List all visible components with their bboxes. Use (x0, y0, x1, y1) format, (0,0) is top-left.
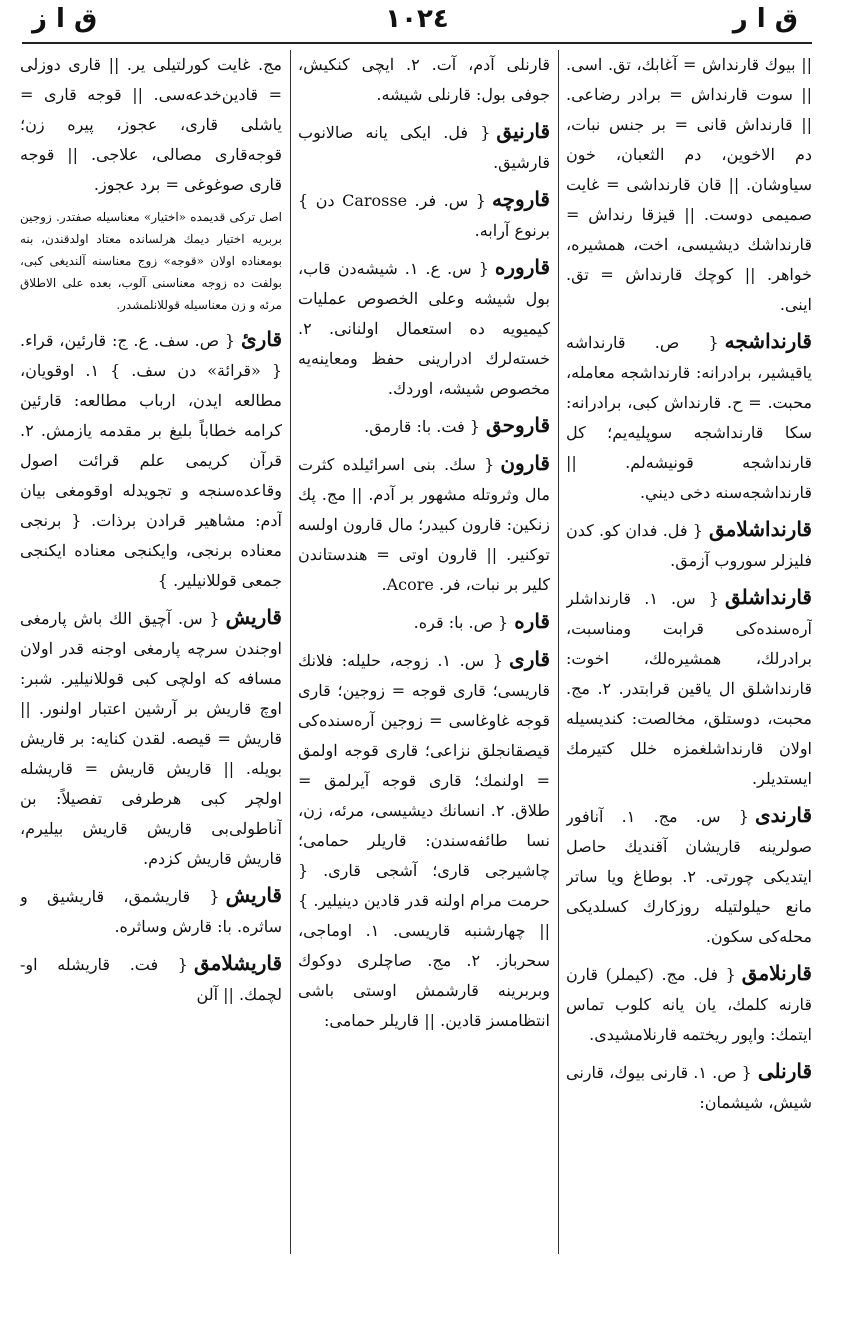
column-right (566, 50, 812, 1250)
dictionary-entry (298, 116, 550, 178)
headword: قارنيق (496, 119, 550, 143)
column-rule (558, 50, 559, 1254)
definition-text: { فت. با: قارمق. (364, 417, 480, 436)
dictionary-entry (566, 514, 812, 576)
dictionary-entry (298, 448, 550, 600)
headword: قاريش (225, 883, 282, 907)
definition-text: { س. مج. ١. آنافور صولرينه قاريشان آقنديك حاصل ايتديكى چورتى. ٢. بوطاغ ويا ساتر مانع حيلولتيله روزكارك كسلديكى محله‌كى سكون. (566, 807, 812, 946)
definition-text: { قاريشمق، قاريشيق و ساثره. با: قارش وساثره. (20, 887, 282, 936)
definition-text: { س. آچيق الك باش پارمغى اوجندن سرچه پارمغى اوجنه قدر اولان مسافه كه اولچى كبى قوللانيلير. شبر: اوچ قاريش بر آرشين اعتبار اولنور. || قاريش = قيصه. لقدن كنايه: بر قاريش بويله. || قاريش قاريش = قاريشله اولچر كبى هرطرفى تفصيلاً: بن آناطولى‌بى قاريش قاريش بيليرم، قاريش قاريش كزدم. (20, 609, 282, 868)
dictionary-entry (566, 326, 812, 508)
etymology-note (20, 206, 282, 316)
definition-text: { س. ١. زوجه، حليله: فلانك قاريسى؛ قارى قوجه = زوجين؛ قارى قوجه غاوغاسى = زوجين آره‌سنده‌كى قيصقانجلق نزاعى؛ قارى قوجه اولمق = اولنمك؛ قارى قوجه آيرلمق = طلاق. ٢. انسانك ديشيسى، مرئه، زن، نسا طائفه‌سندن: قاريلر حمامى؛ چاشيرجى قارى؛ آشجى قارى. { حرمت مرام اولنه قدر قادين دينيلير. } || چهارشنبه قاريسى. ١. اوماجى، سحرباز. ٢. مج. صاچلرى دوكوك وبربرينه قارشمش اوستى باشى انتظامسز قادين. || قاريلر حمامى: (298, 651, 550, 1030)
definition-text: { ص. سف. ع. ج: قارئين، قراء. { «قرائة» دن سف. } ١. اوقويان، مطالعه ايدن، ارباب مطالعه: قارئين كرامه خطاباً بليغ بر مقدمه يازمش. ٢. قرآن كريمى علم قرائت اصول وقاعده‌سنجه و تجويدله اوقومغى بيان آدم: مشاهير قرادن برذات. { برنجى معناده برنجى، وايكنجى معناده ايكنجى جمعى قوللانيلير. } (20, 331, 282, 590)
dictionary-entry (566, 50, 812, 320)
definition-text: { س. ع. ١. شيشه‌دن قاب، بول شيشه وعلى الخصوص عمليات كيميويه ده استعمال اولنانى. ٢. خسته‌لرك ادرارينى حفظ ومعاينه‌يه مخصوص شيشه، اوردك. (298, 259, 550, 398)
dictionary-entry (298, 184, 550, 246)
definition-text: { فل. مج. (كيملر) قارن قارنه كلمك، يان يانه كلوب تماس ايتمك: واپور ريختمه قارنلامشيدى. (566, 965, 812, 1044)
definition-text: { ص. ١. قارنى بيوك، قارنى شيش، شيشمان: (566, 1063, 812, 1112)
definition-text: { ص. قارنداشه ياقيشير، برادرانه: قارنداشجه معامله، محبت. = ح. قارنداش كبى، برادرانه: سكا قارنداشجه سوپليه‌يم؛ كل قارنداشجه قونيشه‌لم. || قارنداشجه‌سنه دخى ديني. (566, 333, 812, 502)
dictionary-entry (298, 410, 550, 442)
headword: قارندى (754, 803, 812, 827)
column-middle (298, 50, 550, 1250)
definition-text: قارنلى آدم، آت. ٢. ايچى كنكيش، جوفى بول: قارنلى شيشه. (298, 55, 550, 104)
dictionary-entry (298, 606, 550, 638)
dictionary-entry (20, 602, 282, 874)
definition-text: { س. فر. Carosse دن } برنوع آرابه. (298, 191, 550, 240)
definition-text: { فل. ايكى يانه صالانوب قارشيق. (298, 123, 550, 172)
header-right-guideword: ق ا ر (732, 4, 798, 34)
dictionary-entry (566, 1056, 812, 1118)
headword: قاروحق (485, 413, 550, 437)
definition-text: || بيوك قارنداش = آغابك، تق. اسى. || سوت قارنداش = برادر رضاعى. || قارنداش قانى = بر جنس نبات، دم الاخوين، دم الثعبان، خون سياوشان. || قان قارنداشى = غايت صميمى دوست. || قيزقا رنداش = قارنداشك ديشيسى، اخت، همشيره، خواهر. || كوچك قارنداش = تق. اينى. (566, 55, 812, 314)
headword: قاريشلامق (193, 951, 282, 975)
header-left-guideword: ق ا ز (32, 4, 98, 34)
headword: قاريش (225, 605, 282, 629)
dictionary-entry (298, 50, 550, 110)
dictionary-entry (20, 948, 282, 1010)
headword: قارى (509, 647, 550, 671)
dictionary-entry (298, 252, 550, 404)
definition-text: { ص. با: قره. (413, 613, 509, 632)
headword: قاروره (494, 255, 550, 279)
definition-text: { فل. فدان كو. كدن فليزلر سوروب آزمق. (566, 521, 812, 570)
dictionary-entry (20, 880, 282, 942)
dictionary-entry (566, 800, 812, 952)
dictionary-entry (566, 958, 812, 1050)
headword: قارئ (241, 327, 282, 351)
definition-text: { س. ١. قارنداشلر آره‌سنده‌كى قرابت ومناسبت، برادرلك، همشيره‌لك، اخوت: قارنداشلق ال ياقين قرابتدر. ٢. مج. محبت، دوستلق، مخالصت: كنديسيله اولان قارنداشلغمزه خلل كتيرمك ايستديلر. (566, 589, 812, 788)
definition-text: { سك. بنى اسرائيلده كثرت مال وثروتله مشهور بر آدم. || مج. پك زنكين: قارون كبيدر؛ مال قارون اولسه توكنير. || قارون اوتى = هندستاندن كلير بر نبات، فر. Acore. (298, 455, 550, 594)
column-left (20, 50, 282, 1250)
dictionary-entry (298, 644, 550, 1036)
page-number: ١٠٢٤ (385, 4, 449, 34)
dictionary-entry (20, 50, 282, 200)
headword: قارون (500, 451, 550, 475)
headword: قارنداشلق (725, 585, 812, 609)
dictionary-entry (566, 582, 812, 794)
page-header (22, 0, 812, 44)
headword: قارنداشلامق (708, 517, 812, 541)
headword: قاروچه (491, 187, 550, 211)
headword: قارنلى (757, 1059, 812, 1083)
dictionary-entry (20, 324, 282, 596)
headword: قارنلامق (741, 961, 812, 985)
definition-text: مج. غايت كورلتيلى ير. || قارى دوزلى = قادين‌خدعه‌سى. || قوجه قارى = ياشلى قارى، عجوز، پيره زن؛ قوجه‌قارى مصالى، علاجى. || قوجه قارى صوغوغى = برد عجوز. (20, 55, 282, 194)
headword: قارنداشجه (724, 329, 812, 353)
headword: قاره (514, 609, 550, 633)
definition-text: اصل تركى قديمده «اختيار» معناسيله صفتدر. زوجين بربريه اختيار ديمك هرلسانده معتاد اولدقندن، بنه بومعناده اولان «قوجه» زوج معناسنه آلنديغى كبى، بولفت ده زوجه معناسنى آلوب، بعده على الاطلاق مرئه و زن معناسيله قوللانلمشدر. (20, 210, 282, 312)
definition-text: { فت. قاريشله او- لچمك. || آلن (20, 955, 282, 1004)
column-rule (290, 50, 291, 1254)
